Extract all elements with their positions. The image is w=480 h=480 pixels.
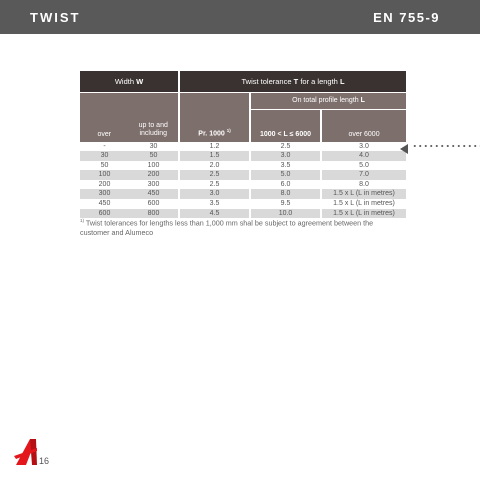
dotted-leader-line [412, 145, 480, 147]
table-row [80, 180, 406, 190]
table-cell: 1.5 [179, 151, 250, 161]
pointer-triangle-icon [400, 141, 408, 151]
table-cell: 8.0 [250, 189, 321, 199]
table-cell: 100 [129, 161, 179, 171]
table-cell: 9.5 [250, 199, 321, 209]
table-cell: 2.5 [179, 180, 250, 190]
footnote-text: Twist tolerances for lengths less than 1,000 mm shal be subject to agreement between the customer and Alumeco [80, 218, 374, 238]
table-cell: 2.0 [179, 161, 250, 171]
table-cell: 5.0 [359, 161, 369, 169]
table-cell: 4.0 [321, 151, 406, 161]
footnote [80, 216, 400, 238]
col-range: 1000 < L ≤ 6000 [250, 109, 321, 141]
table-cell: 600 [129, 199, 179, 209]
table-cell: 8.0 [359, 180, 369, 188]
table-cell: 800 [129, 209, 179, 219]
col-upto: up to and including [138, 121, 168, 137]
table-cell: 600 [80, 209, 129, 219]
table-cell: 2.5 [250, 142, 321, 152]
table-row [80, 170, 406, 180]
table-cell: 300 [129, 180, 179, 190]
table-row [80, 199, 406, 209]
table-cell: 2.5 [179, 170, 250, 180]
table-cell: 1.5 x L (L in metres) [321, 209, 406, 219]
col-pr-1000: Pr. 1000 $^{1)}$ [179, 92, 250, 142]
table-cell: 450 [98, 200, 111, 208]
table-cell: 3.0 [179, 189, 250, 199]
footnote-mark: 1) [80, 218, 85, 223]
table-row [80, 189, 406, 199]
table-cell: 450 [129, 189, 179, 199]
table-cell: 3.0 [359, 142, 369, 150]
standard-label: EN 755-9 [373, 10, 440, 25]
table-cell: 6.0 [250, 180, 321, 190]
table-cell: 3.5 [179, 199, 250, 209]
table-cell: 3.5 [250, 161, 321, 171]
table-cell: 50 [129, 151, 179, 161]
table-cell: 10.0 [250, 209, 321, 219]
table-row [80, 151, 406, 161]
table-cell: 4.5 [179, 209, 250, 219]
table-cell: 200 [98, 180, 111, 188]
table-cell: 30 [80, 151, 129, 161]
page-number: 16 [39, 456, 50, 466]
table-cell: - [103, 142, 106, 150]
table-cell: 100 [80, 170, 129, 180]
table-row [80, 142, 406, 152]
table-cell: 200 [129, 170, 179, 180]
table-cell: 3.0 [250, 151, 321, 161]
page-title: TWIST [30, 10, 81, 25]
table-cell: 1.2 [179, 142, 250, 152]
table-cell: 1.5 x L (L in metres) [321, 189, 406, 199]
table-cell: 7.0 [321, 170, 406, 180]
width-subheader [80, 92, 179, 142]
profile-length-header: On total profile length L [250, 92, 406, 109]
tolerance-header: Twist tolerance T for a length L [179, 71, 406, 92]
table-row [80, 161, 406, 171]
width-header: Width W [80, 71, 179, 92]
twist-tolerance-table [80, 71, 406, 218]
col-over-6000: over 6000 [321, 109, 406, 141]
table-cell: 5.0 [250, 170, 321, 180]
col-over: over [97, 130, 112, 138]
table-cell: 1.5 x L (L in metres) [333, 200, 395, 208]
table-cell: 50 [100, 161, 109, 169]
table-cell: 300 [80, 189, 129, 199]
table-cell: 30 [129, 142, 179, 152]
header-bar [0, 0, 480, 34]
alumeco-logo-icon [14, 438, 38, 466]
